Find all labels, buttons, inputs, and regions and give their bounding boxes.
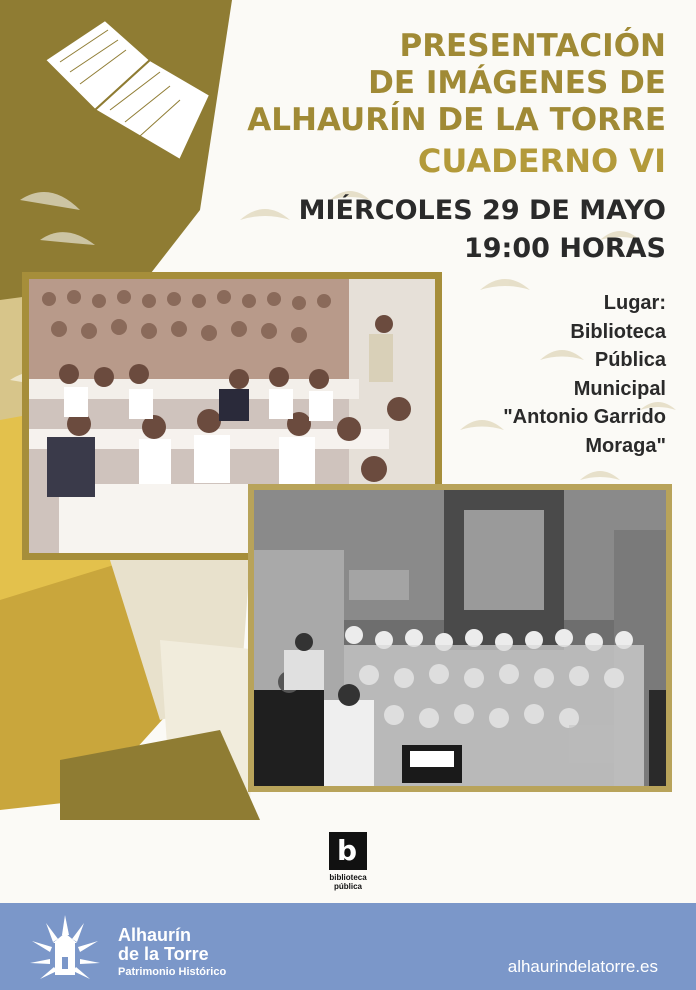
library-b-icon: b (329, 832, 367, 870)
venue-line-3: Municipal (573, 377, 666, 400)
title-line-1: PRESENTACIÓN (399, 28, 666, 64)
venue-line-5: Moraga" (585, 434, 666, 457)
library-logo-text: biblioteca pública (329, 873, 367, 891)
biblioteca-publica-logo (326, 832, 370, 891)
event-title (216, 28, 666, 139)
event-date: MIÉRCOLES 29 DE MAYO (298, 195, 666, 226)
event-datetime (299, 192, 666, 268)
footer-bar (0, 903, 696, 990)
venue-label: Lugar: (603, 292, 666, 314)
venue-line-2: Pública (594, 349, 666, 371)
title-line-2: DE IMÁGENES DE (368, 65, 666, 101)
organization-name: Alhaurín de la Torre Patrimonio Histórico (118, 925, 227, 978)
website-link[interactable]: alhaurindelatorre.es (507, 957, 658, 976)
heritage-emblem-icon (26, 913, 104, 983)
event-subtitle: CUADERNO VI (417, 142, 666, 180)
event-time: 19:00 HORAS (463, 233, 666, 264)
event-venue (446, 289, 666, 460)
venue-line-4: "Antonio Garrido (503, 406, 666, 428)
venue-line-1: Biblioteca (570, 320, 666, 343)
historic-photo-communion-group (248, 484, 672, 792)
title-line-3: ALHAURÍN DE LA TORRE (247, 102, 666, 138)
